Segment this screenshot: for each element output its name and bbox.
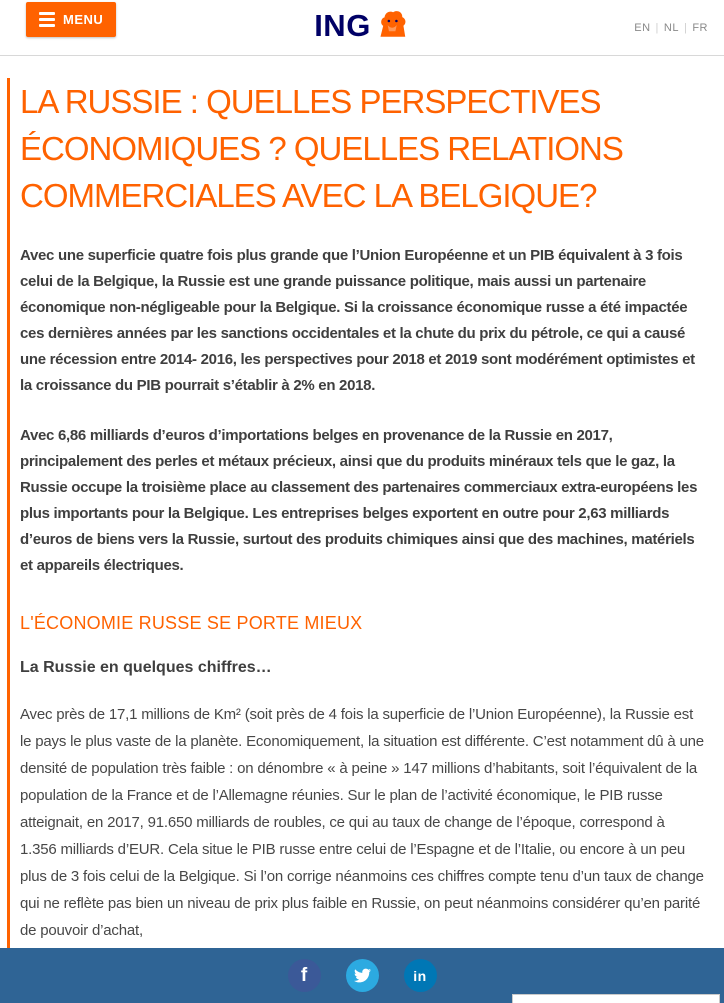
linkedin-icon: in [413, 967, 427, 984]
facebook-share-button[interactable] [288, 959, 321, 992]
intro-paragraph-2: Avec 6,86 milliards d’euros d’importations belges en provenance de la Russie en 2017, principalement des perles et métaux précieux, ainsi que du produits minéraux tels que le gaz, la Russie occupe la troisième place au classement des partenaires commerciaux extra-européens les plus importants pour la Belgique. Les entreprises belges exportent en outre pour 2,63 milliards d’euros de biens vers la Russie, surtout des produits chimiques ainsi que des machines, matériels et appareils électriques. [20, 427, 698, 574]
article [7, 78, 724, 1003]
hamburger-bar [39, 12, 55, 15]
hamburger-bar [39, 24, 55, 27]
section-heading: L'ÉCONOMIE RUSSE SE PORTE MIEUX [20, 613, 363, 633]
ing-wordmark: ING [314, 7, 371, 43]
menu-button[interactable] [26, 2, 116, 37]
lang-fr[interactable]: FR [692, 22, 708, 34]
hamburger-bar [39, 18, 55, 21]
menu-label: MENU [63, 12, 104, 27]
linkedin-share-button[interactable] [404, 959, 437, 992]
lang-en[interactable]: EN [634, 22, 651, 34]
twitter-share-button[interactable] [346, 959, 379, 992]
language-switcher [634, 22, 708, 34]
hamburger-icon [39, 12, 55, 27]
ing-logo[interactable] [314, 7, 410, 43]
body-paragraph: Avec près de 17,1 millions de Km² (soit près de 4 fois la superficie de l’Union Européenne), la Russie est le pays le plus vaste de la planète. Economiquement, la situation est différente. C’est notamment dû à une densité de population très faible : on dénombre « à peine » 147 millions d’habitants, soit l’équivalent de la population de la France et de l’Allemagne réunies. Sur le plan de l’activité économique, le PIB russe atteignait, en 2017, 91.650 milliards de roubles, ce qui au taux de change de l’époque, correspond à 1.356 milliards d’EUR. Cela situe le PIB russe entre celui de l’Espagne et de l’Italie, ou encore à un peu plus de 3 fois celui de la Belgique. Si l’on corrige néanmoins ces chiffres compte tenu d’un taux de change qui ne reflète pas bien un niveau de prix plus faible en Russie, on peut néanmoins considérer qu’en parité de pouvoir d’achat, [20, 706, 704, 939]
article-title: LA RUSSIE : QUELLES PERSPECTIVES ÉCONOMIQUES ? QUELLES RELATIONS COMMERCIALES AVEC LA BELGIQUE? [20, 83, 623, 214]
ing-lion-icon [374, 7, 410, 43]
intro-paragraph-1: Avec une superficie quatre fois plus grande que l’Union Européenne et un PIB équivalent à 3 fois celui de la Belgique, la Russie est une grande puissance politique, mais aussi un partenaire économique non-négligeable pour la Belgique. Si la croissance économique russe a été impactée ces dernières années par les sanctions occidentales et la chute du prix du pétrole, ce qui a causé une récession entre 2014- 2016, les perspectives pour 2018 et 2019 sont modérément optimistes et la croissance du PIB pourrait s’établir à 2% en 2018. [20, 247, 695, 394]
facebook-icon: f [300, 964, 308, 986]
lang-separator: | [683, 22, 688, 34]
lang-nl[interactable]: NL [663, 22, 679, 34]
subsection-heading: La Russie en quelques chiffres… [20, 659, 272, 676]
twitter-icon [354, 967, 371, 984]
lang-separator: | [655, 22, 659, 34]
cookie-banner-edge [512, 994, 720, 1003]
site-header [0, 0, 724, 56]
